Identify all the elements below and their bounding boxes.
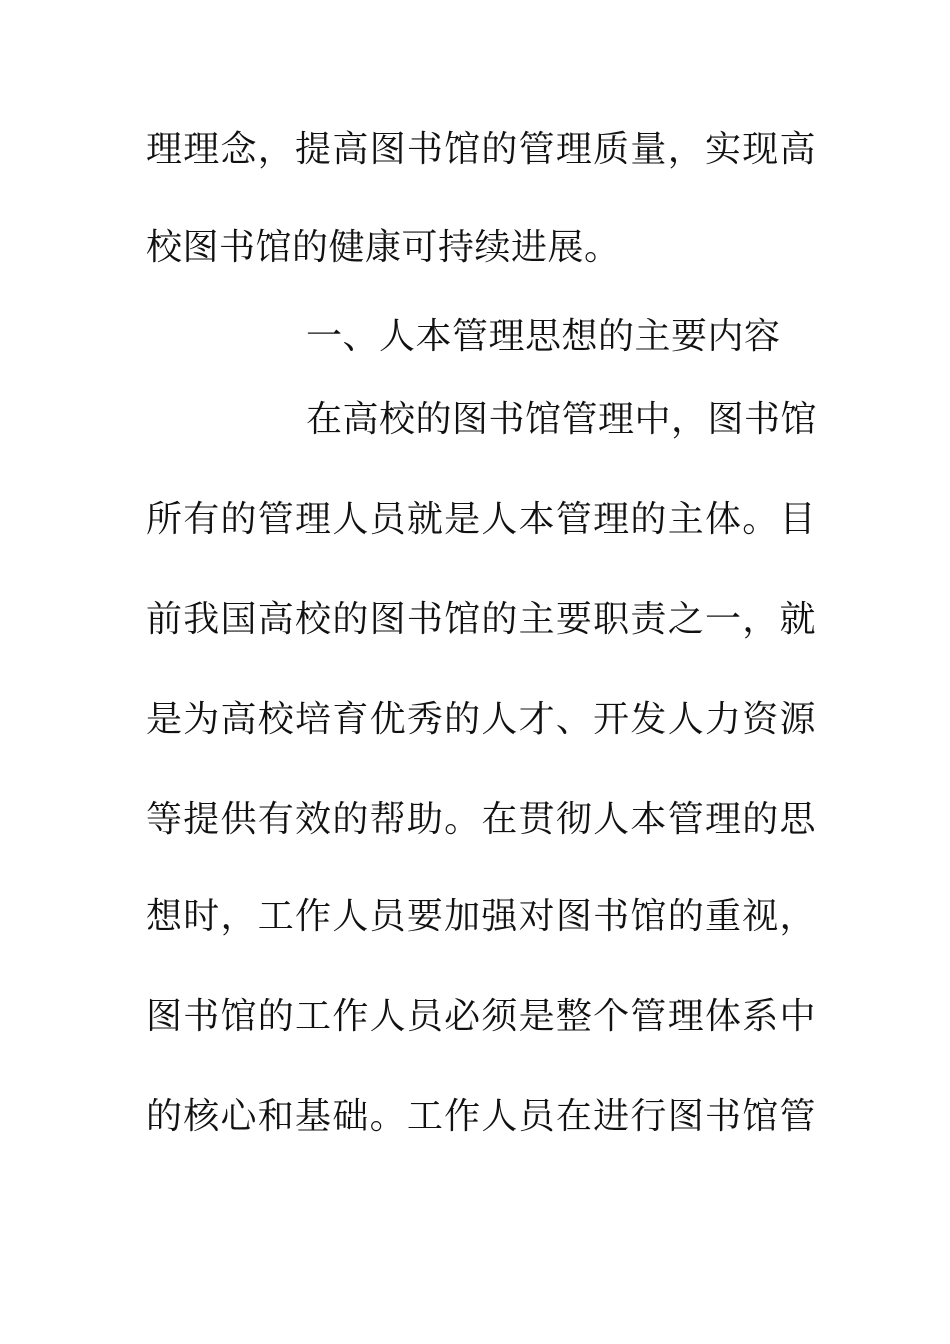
paragraph-line: 的核心和基础。工作人员在进行图书馆管 xyxy=(146,1096,816,1137)
paragraph-line: 等提供有效的帮助。在贯彻人本管理的思 xyxy=(146,799,816,840)
paragraph-line: 所有的管理人员就是人本管理的主体。目 xyxy=(146,499,816,540)
paragraph-line: 理理念，提高图书馆的管理质量，实现高 xyxy=(146,129,816,170)
paragraph-line: 前我国高校的图书馆的主要职责之一，就 xyxy=(146,599,816,640)
paragraph-line: 在高校的图书馆管理中，图书馆 xyxy=(306,399,818,440)
paragraph-line: 校图书馆的健康可持续进展。 xyxy=(146,227,621,268)
section-heading: 一、人本管理思想的主要内容 xyxy=(306,316,781,357)
paragraph-line: 想时，工作人员要加强对图书馆的重视， xyxy=(146,896,816,937)
paragraph-line: 图书馆的工作人员必须是整个管理体系中 xyxy=(146,996,816,1037)
paragraph-line: 是为高校培育优秀的人才、开发人力资源 xyxy=(146,699,816,740)
